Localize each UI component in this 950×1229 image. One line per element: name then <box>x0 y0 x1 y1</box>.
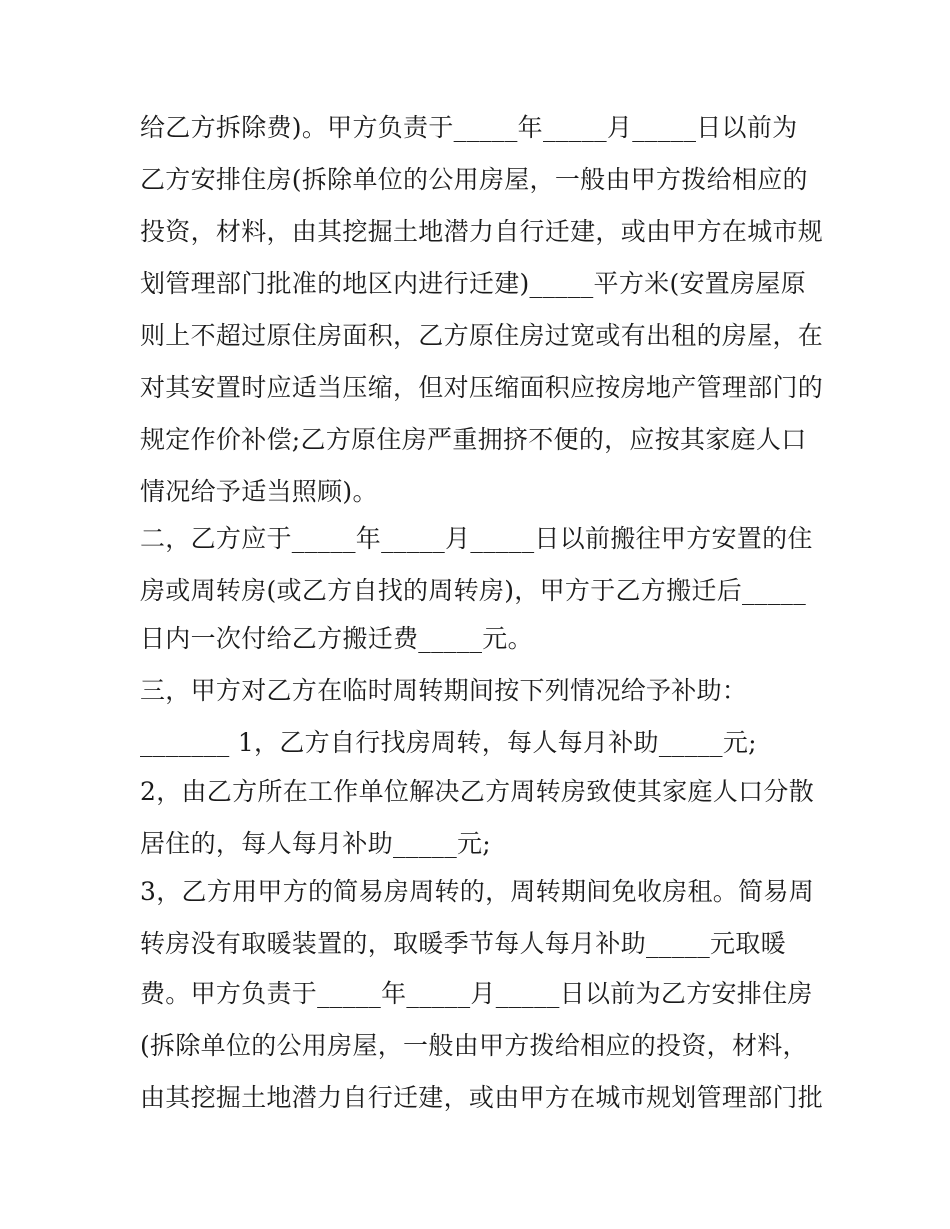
text-line: 给乙方拆除费)。甲方负责于_____年_____月_____日以前为 <box>140 113 798 142</box>
text-line: 投资，材料，由其挖掘土地潜力自行迁建，或由甲方在城市规 <box>140 217 824 246</box>
text-line: 情况给予适当照顾)。 <box>140 477 378 506</box>
text-line: 对其安置时应适当压缩，但对压缩面积应按房地产管理部门的 <box>140 373 824 402</box>
text-line: 日内一次付给乙方搬迁费_____元。 <box>140 624 533 653</box>
text-line: 规定作价补偿;乙方原住房严重拥挤不便的，应按其家庭人口 <box>140 425 807 454</box>
text-line: 由其挖掘土地潜力自行迁建，或由甲方在城市规划管理部门批 <box>140 1083 824 1112</box>
text-line: _______ 1，乙方自行找房周转，每人每月补助_____元; <box>140 728 757 757</box>
text-line: 费。甲方负责于_____年_____月_____日以前为乙方安排住房 <box>140 979 813 1008</box>
text-line: 划管理部门批准的地区内进行迁建)_____平方米(安置房屋原 <box>140 269 807 298</box>
text-line: 二，乙方应于_____年_____月_____日以前搬往甲方安置的住 <box>140 524 813 553</box>
text-line: 则上不超过原住房面积，乙方原住房过宽或有出租的房屋，在 <box>140 321 824 350</box>
text-line: 3，乙方用甲方的简易房周转的，周转期间免收房租。简易周 <box>140 877 815 906</box>
text-line: 房或周转房(或乙方自找的周转房)，甲方于乙方搬迁后_____ <box>140 576 807 605</box>
text-line: (拆除单位的公用房屋，一般由甲方拨给相应的投资，材料， <box>140 1031 808 1060</box>
text-line: 转房没有取暖装置的，取暖季节每人每月补助_____元取暖 <box>140 929 786 958</box>
text-line: 2，由乙方所在工作单位解决乙方周转房致使其家庭人口分散 <box>140 777 815 806</box>
text-line: 乙方安排住房(拆除单位的公用房屋，一般由甲方拨给相应的 <box>140 165 808 194</box>
text-line: 居住的，每人每月补助_____元; <box>140 829 492 858</box>
text-line: 三，甲方对乙方在临时周转期间按下列情况给予补助： <box>140 676 748 705</box>
